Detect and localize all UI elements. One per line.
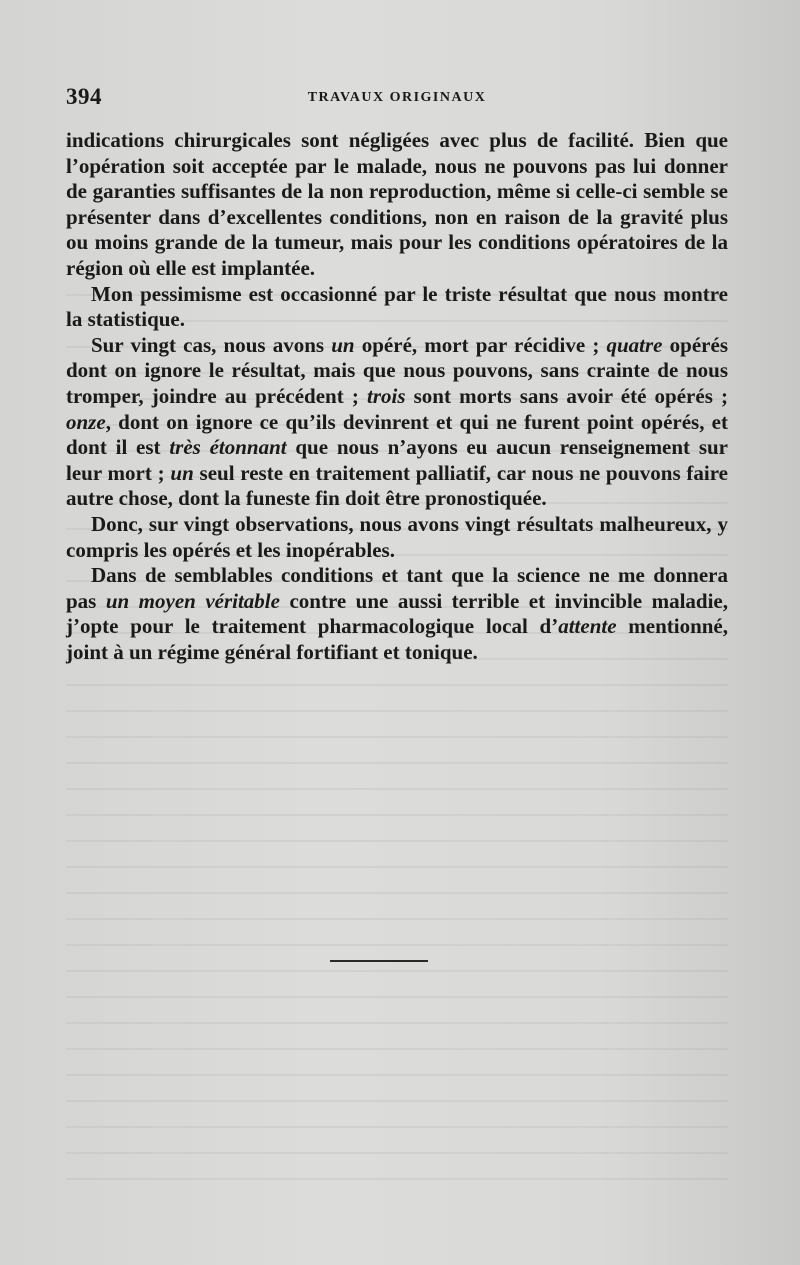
text-run: opérés dont on ignore le résultat, mais que nous pouvons, sans crainte de nous tromper, joindre au précédent ; — [66, 332, 728, 408]
section-rule — [330, 960, 428, 962]
text-run: Dans de semblables conditions et tant que la science ne me donnera pas — [66, 563, 728, 613]
italic-run: attente — [558, 614, 617, 639]
paragraph — [66, 282, 728, 333]
paragraph — [66, 128, 728, 282]
body-text — [66, 128, 728, 665]
text-run: sont morts sans avoir été opérés ; — [405, 383, 728, 408]
italic-run: un — [170, 460, 194, 485]
paragraph — [66, 512, 728, 563]
italic-run: quatre — [606, 332, 663, 357]
text-run: indications chirurgicales sont négligées avec plus de facilité. Bien que l’opération soit acceptée par le malade, nous ne pouvons pas lui donner de garanties suffisantes de la non reproduction, même si celle-ci semble se présenter dans d’excellentes conditions, non en raison de la gravité plus ou moins grande de la tumeur, mais pour les conditions opératoires de la région où elle est implantée. — [66, 128, 728, 280]
text-run: , dont on ignore ce qu’ils devinrent et qui ne furent point opérés, et dont il est — [66, 409, 728, 460]
running-head: TRAVAUX ORIGINAUX — [307, 90, 487, 105]
text-run: mentionné, joint à un régime général fortifiant et tonique. — [66, 614, 728, 664]
italic-run: un — [331, 332, 355, 357]
text-run: opéré, mort par récidive ; — [354, 332, 607, 357]
italic-run: un moyen véritable — [105, 588, 280, 613]
text-run: contre une aussi terrible et invincible maladie, j’opte pour le traitement pharmacologique local d’ — [66, 588, 728, 639]
text-run: seul reste en traitement palliatif, car nous ne pouvons faire autre chose, dont la funeste fin doit être pronostiquée. — [66, 460, 728, 511]
page-number: 394 — [66, 84, 102, 109]
text-run: Sur vingt cas, nous avons — [91, 332, 332, 357]
paragraph — [66, 563, 728, 665]
paragraph — [66, 333, 728, 512]
text-run: Mon pessimisme est occasionné par le triste résultat que nous montre la statistique. — [66, 281, 728, 332]
italic-run: onze — [66, 409, 106, 434]
italic-run: trois — [366, 383, 406, 408]
italic-run: très étonnant — [169, 435, 287, 460]
text-run: Donc, sur vingt observations, nous avons vingt résultats malheureux, y compris les opérés et les inopérables. — [66, 511, 728, 562]
page-header — [66, 84, 728, 116]
text-run: que nous n’ayons eu aucun renseignement sur leur mort ; — [66, 435, 728, 485]
